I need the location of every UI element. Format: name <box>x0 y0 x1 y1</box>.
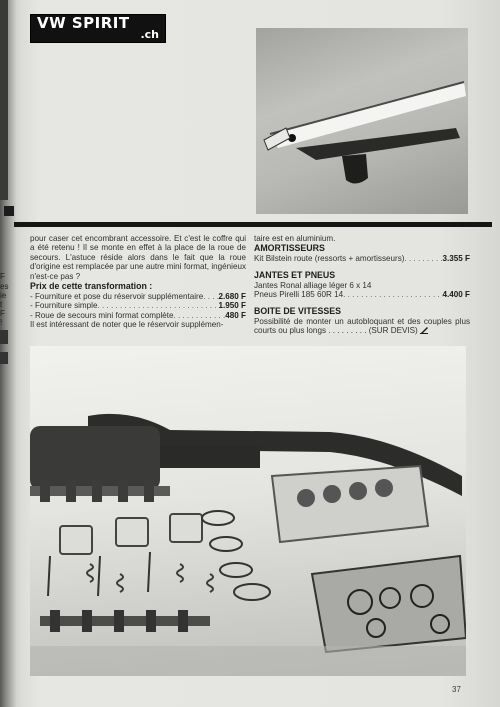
margin-mark <box>0 352 8 364</box>
price-line <box>254 254 470 263</box>
price-label: - Fourniture et pose du réservoir supplémentaire <box>30 292 204 302</box>
photo-engine-parts-drawing <box>30 346 466 676</box>
outro-paragraph: Il est intéressant de noter que le réservoir supplémen- <box>30 320 224 330</box>
price-value: 4.400 F <box>442 290 470 300</box>
page-number: 37 <box>452 685 461 694</box>
photo-engine-parts <box>30 346 466 676</box>
price-line <box>30 301 246 310</box>
price-value: 480 F <box>225 310 246 320</box>
photo-exhaust-pipe-drawing <box>256 28 468 214</box>
section-rule <box>14 222 492 227</box>
price-value: 3.355 F <box>442 254 470 264</box>
price-label: - Fourniture simple <box>30 301 98 311</box>
leader-dots <box>97 301 218 310</box>
jantes-line: Jantes Ronal alliage léger 6 x 14 <box>254 280 372 290</box>
margin-glyph: F <box>0 272 5 281</box>
margin-glyph: es <box>0 282 9 291</box>
logo-domain: .ch <box>140 28 159 41</box>
section-tab <box>4 206 14 216</box>
margin-glyph: F <box>0 309 5 318</box>
photo-exhaust-pipe <box>256 28 468 214</box>
leader-dots <box>174 311 226 320</box>
leader-dots <box>203 292 218 301</box>
price-value: 2.680 F <box>218 292 246 302</box>
margin-glyph: ! <box>0 318 3 327</box>
article-column-right <box>254 234 470 335</box>
margin-glyph: t <box>0 300 3 309</box>
leader-dots <box>404 254 442 263</box>
price-label: Pneus Pirelli 185 60R 14 <box>254 290 344 300</box>
margin-glyph: ie <box>0 291 7 300</box>
intro-paragraph: pour caser cet encombrant accessoire. Et c'est le coffre qui a été retenu ! Il se monte en effet à la place de la roue de secours. L'astuce réside alors dans le fait que la roue d'origine est remplacée par une autre mini format, ingénieux n'est-ce pas ? <box>30 234 246 281</box>
boite-text-content: Possibilité de monter un autobloquant et des couples plus courts ou plus longs . . . . . . . . . (SUR DEVIS) <box>254 316 470 336</box>
price-value: 1.950 F <box>218 301 246 311</box>
margin-mark <box>0 330 8 344</box>
logo-wordmark: VW SPIRIT <box>37 14 130 32</box>
vw-spirit-logo <box>30 14 166 43</box>
amortisseurs-heading: AMORTISSEURS <box>254 243 325 254</box>
price-label: - Roue de secours mini format complète <box>30 310 174 320</box>
price-line <box>30 311 246 320</box>
boite-heading: BOITE DE VITESSES <box>254 305 342 316</box>
prix-heading: Prix de cette transformation : <box>30 281 153 292</box>
continuation-text: taire est en aluminium. <box>254 234 336 243</box>
binding-edge <box>0 0 16 707</box>
leader-dots <box>343 290 442 299</box>
previous-page-photo-edge <box>0 0 8 200</box>
price-line <box>254 290 470 299</box>
boite-text <box>254 317 470 336</box>
price-line <box>30 292 246 301</box>
jantes-heading: JANTES ET PNEUS <box>254 269 336 280</box>
article-column-left <box>30 234 246 330</box>
end-mark-icon <box>420 326 428 334</box>
price-label: Kit Bilstein route (ressorts + amortisseurs) <box>254 254 405 264</box>
